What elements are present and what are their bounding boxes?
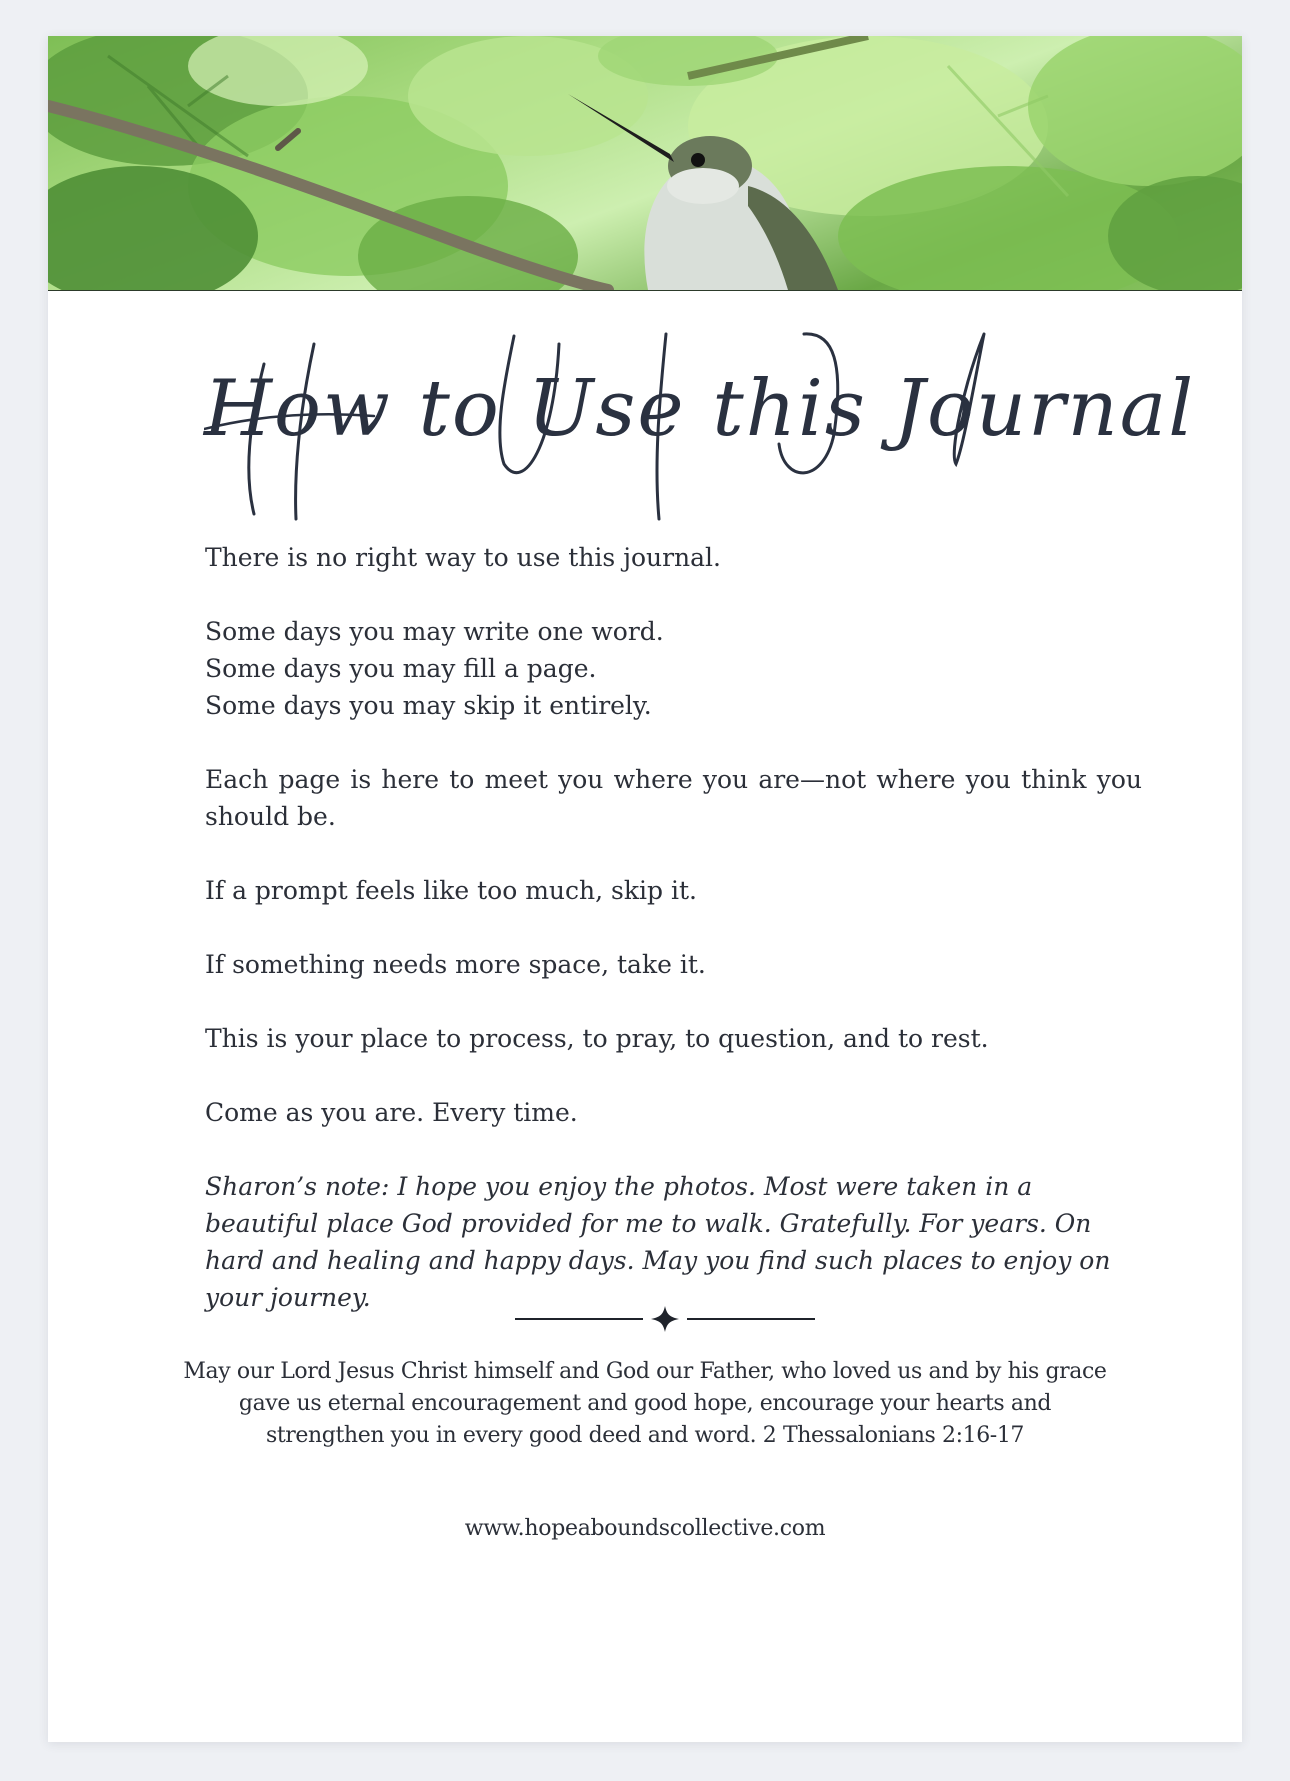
page-title-text: How to Use this Journal — [204, 364, 1196, 454]
each-page-line: Each page is here to meet you where you are—not where you think you should be. — [205, 765, 1142, 831]
hummingbird-photo — [48, 36, 1242, 290]
page-title — [204, 324, 1196, 524]
your-place-line: This is your place to process, to pray, to question, and to rest. — [205, 1024, 989, 1053]
instructions-body — [205, 539, 1142, 1316]
star-divider-icon — [515, 1304, 815, 1334]
journal-page — [48, 36, 1242, 1742]
some-days-line-2: Some days you may fill a page. — [205, 654, 597, 683]
intro-line: There is no right way to use this journal. — [205, 543, 721, 572]
some-days-line-3: Some days you may skip it entirely. — [205, 691, 652, 720]
paragraph-more-space — [205, 946, 1142, 983]
website-url: www.hopeaboundscollective.com — [464, 1516, 826, 1541]
paragraph-intro — [205, 539, 1142, 576]
paragraph-each-page — [205, 761, 1142, 835]
some-days-line-1: Some days you may write one word. — [205, 617, 664, 646]
sharons-note: Sharon’s note: I hope you enjoy the photos. Most were taken in a beautiful place God provided for me to walk. Gratefully. For years. On hard and healing and happy days. May you find such places to enjoy on your journey. — [205, 1172, 1111, 1312]
paragraph-some-days — [205, 613, 1142, 724]
paragraph-your-place — [205, 1020, 1142, 1057]
paragraph-skip-prompt — [205, 872, 1142, 909]
more-space-line: If something needs more space, take it. — [205, 950, 706, 979]
skip-prompt-line: If a prompt feels like too much, skip it. — [205, 876, 697, 905]
star-divider — [515, 1304, 815, 1334]
paragraph-come-as-you-are — [205, 1094, 1142, 1131]
come-as-you-are-line: Come as you are. Every time. — [205, 1098, 578, 1127]
scripture-verse: May our Lord Jesus Christ himself and God our Father, who loved us and by his grace gave us eternal encouragement and good hope, encourage your hearts and strengthen you in every good deed and word. 2 Thessalonians 2:16-17 — [183, 1359, 1107, 1448]
header-photo — [48, 36, 1242, 291]
